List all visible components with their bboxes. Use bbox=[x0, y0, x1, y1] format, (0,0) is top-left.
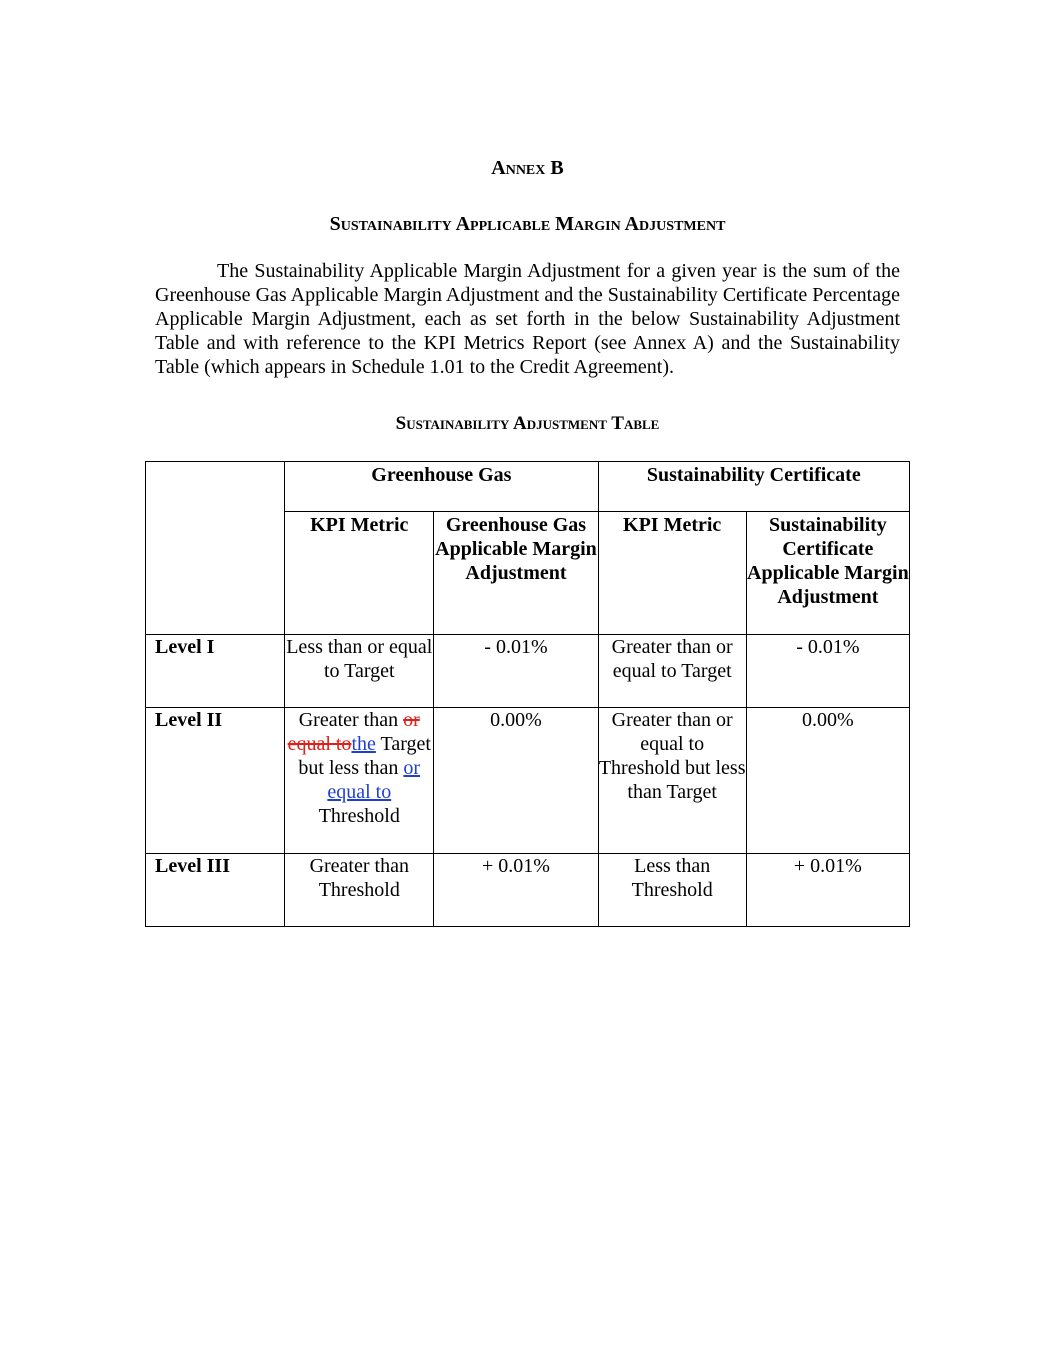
sc-kpi-cell: Greater than or equal to Threshold but less than Target bbox=[598, 708, 746, 854]
document-title: Sustainability Applicable Margin Adjustment bbox=[329, 213, 726, 235]
inserted-text: the bbox=[351, 733, 376, 755]
kpi-text: Threshold bbox=[318, 805, 400, 827]
group-header-greenhouse-gas: Greenhouse Gas bbox=[285, 462, 598, 512]
table-corner-cell bbox=[146, 462, 285, 635]
gg-kpi-cell: Less than or equal to Target bbox=[285, 635, 434, 708]
row-level-label: Level III bbox=[146, 854, 285, 927]
row-level-label: Level I bbox=[146, 635, 285, 708]
gg-kpi-cell-redline bbox=[285, 708, 434, 854]
gg-adjustment-cell: - 0.01% bbox=[434, 635, 598, 708]
row-level-label: Level II bbox=[146, 708, 285, 854]
gg-kpi-cell: Greater than Threshold bbox=[285, 854, 434, 927]
deleted-text: equal to bbox=[287, 733, 352, 755]
kpi-text: Greater than bbox=[298, 709, 404, 731]
table-group-header-row bbox=[146, 462, 910, 512]
sc-adjustment-cell: + 0.01% bbox=[746, 854, 909, 927]
deleted-text: or bbox=[403, 709, 420, 731]
subheader-gg-margin-adjustment: Greenhouse Gas Applicable Margin Adjustment bbox=[434, 512, 598, 635]
table-row bbox=[146, 854, 910, 927]
inserted-text: or equal to bbox=[327, 757, 421, 803]
subheader-sc-kpi-metric: KPI Metric bbox=[598, 512, 746, 635]
table-row bbox=[146, 635, 910, 708]
sc-adjustment-cell: 0.00% bbox=[746, 708, 909, 854]
sc-adjustment-cell: - 0.01% bbox=[746, 635, 909, 708]
subheader-gg-kpi-metric: KPI Metric bbox=[285, 512, 434, 635]
subheader-sc-margin-adjustment: Sustainability Certificate Applicable Margin Adjustment bbox=[746, 512, 909, 635]
intro-paragraph: The Sustainability Applicable Margin Adjustment for a given year is the sum of the Greenhouse Gas Applicable Margin Adjustment and the Sustainability Certificate Percentage Applicable Margin Adjustment, each as set forth in the below Sustainability Adjustment Table and with reference to the KPI Metrics Report (see Annex A) and the Sustainability Table (which appears in Schedule 1.01 to the Credit Agreement). bbox=[155, 260, 900, 378]
gg-adjustment-cell: 0.00% bbox=[434, 708, 598, 854]
sc-kpi-cell: Greater than or equal to Target bbox=[598, 635, 746, 708]
table-title: Sustainability Adjustment Table bbox=[395, 413, 660, 434]
table-row bbox=[146, 708, 910, 854]
gg-adjustment-cell: + 0.01% bbox=[434, 854, 598, 927]
annex-heading: Annex B bbox=[491, 157, 564, 179]
kpi-text: Target but less than bbox=[298, 733, 431, 779]
sustainability-adjustment-table bbox=[145, 461, 910, 927]
sc-kpi-cell: Less than Threshold bbox=[598, 854, 746, 927]
group-header-sustainability-certificate: Sustainability Certificate bbox=[598, 462, 909, 512]
